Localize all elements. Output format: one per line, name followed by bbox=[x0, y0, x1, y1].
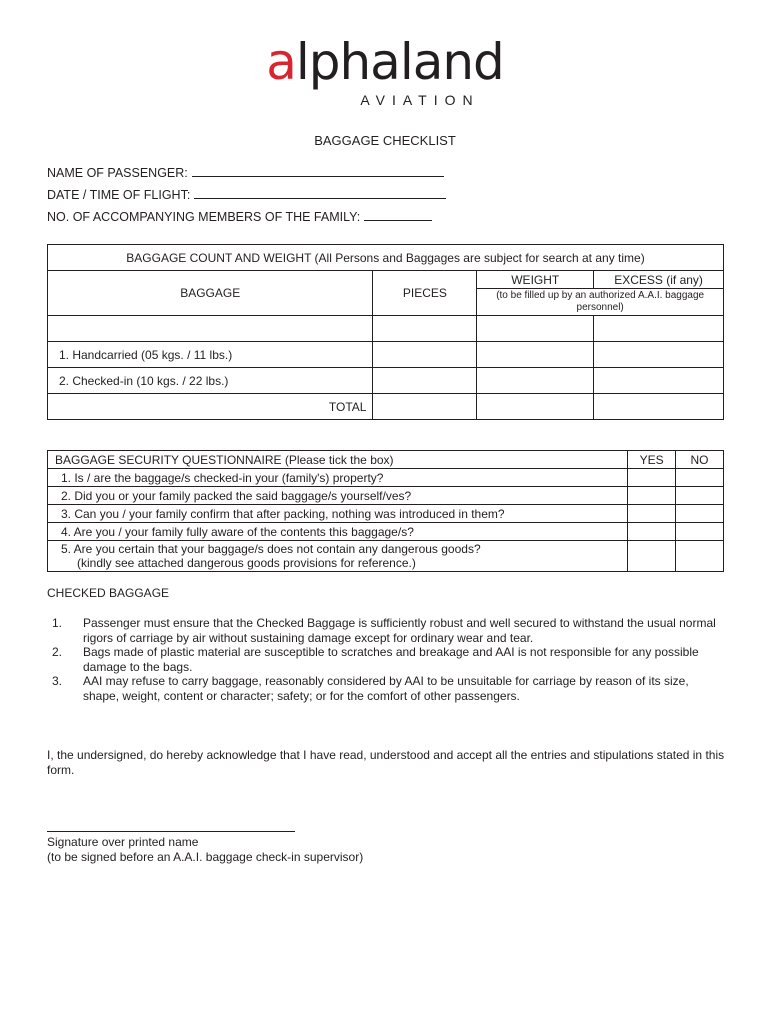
total-weight[interactable] bbox=[477, 394, 594, 420]
question-5-yes-box[interactable] bbox=[628, 541, 676, 572]
list-item-number: 1. bbox=[52, 616, 63, 630]
acknowledgement-text: I, the undersigned, do hereby acknowledge that I have read, understood and accept all the entries and stipulations stated in this form. bbox=[47, 748, 725, 777]
count-table-header: BAGGAGE COUNT AND WEIGHT (All Persons and Baggages are subject for search at any time) bbox=[48, 245, 724, 271]
flight-datetime-blank[interactable] bbox=[194, 197, 446, 199]
question-1: 1. Is / are the baggage/s checked-in your (family's) property? bbox=[48, 469, 628, 487]
family-members-label: NO. OF ACCOMPANYING MEMBERS OF THE FAMILY: bbox=[47, 210, 361, 224]
col-excess-header: EXCESS (if any) bbox=[594, 271, 724, 289]
table-cell[interactable] bbox=[594, 316, 724, 342]
list-item bbox=[52, 616, 732, 645]
handcarried-weight[interactable] bbox=[477, 342, 594, 368]
question-3-yes-box[interactable] bbox=[628, 505, 676, 523]
question-5-text: 5. Are you certain that your baggage/s does not contain any dangerous goods? bbox=[61, 542, 481, 556]
signature-label: Signature over printed name bbox=[47, 835, 199, 849]
total-label: TOTAL bbox=[48, 394, 373, 420]
checked-baggage-heading: CHECKED BAGGAGE bbox=[47, 586, 170, 600]
logo-first-letter: a bbox=[266, 33, 296, 91]
security-questionnaire-table bbox=[47, 450, 724, 572]
company-logo bbox=[0, 34, 770, 108]
checkedin-pieces[interactable] bbox=[373, 368, 477, 394]
passenger-name-label: NAME OF PASSENGER: bbox=[47, 166, 188, 180]
total-excess[interactable] bbox=[594, 394, 724, 420]
logo-rest: lphaland bbox=[295, 33, 504, 91]
logo-subtitle: AVIATION bbox=[360, 92, 480, 108]
question-2: 2. Did you or your family packed the said baggage/s yourself/ves? bbox=[48, 487, 628, 505]
signature-note: (to be signed before an A.A.I. baggage check-in supervisor) bbox=[47, 850, 364, 864]
col-weight-header: WEIGHT bbox=[477, 271, 594, 289]
count-table-note: (to be filled up by an authorized A.A.I. baggage personnel) bbox=[477, 289, 724, 316]
checkedin-weight[interactable] bbox=[477, 368, 594, 394]
question-4-yes-box[interactable] bbox=[628, 523, 676, 541]
question-1-yes-box[interactable] bbox=[628, 469, 676, 487]
signature-line[interactable] bbox=[47, 831, 295, 832]
passenger-name-blank[interactable] bbox=[192, 175, 444, 177]
question-3-no-box[interactable] bbox=[676, 505, 724, 523]
checked-baggage-list bbox=[52, 616, 732, 703]
questionnaire-header: BAGGAGE SECURITY QUESTIONNAIRE (Please tick the box) bbox=[48, 451, 628, 469]
total-pieces[interactable] bbox=[373, 394, 477, 420]
question-5-no-box[interactable] bbox=[676, 541, 724, 572]
baggage-count-table bbox=[47, 244, 724, 420]
question-5 bbox=[48, 541, 628, 572]
handcarried-row-label: 1. Handcarried (05 kgs. / 11 lbs.) bbox=[48, 342, 373, 368]
handcarried-pieces[interactable] bbox=[373, 342, 477, 368]
list-item-number: 2. bbox=[52, 645, 63, 659]
list-item-text: Passenger must ensure that the Checked Baggage is sufficiently robust and well secured to withstand the usual normal rigors of carriage by air without sustaining damage except for ordinary wear and tear. bbox=[83, 616, 716, 645]
list-item bbox=[52, 674, 732, 703]
passenger-name-field[interactable] bbox=[47, 166, 444, 180]
list-item-text: AAI may refuse to carry baggage, reasonably considered by AAI to be unsuitable for carriage by reason of its size, shape, weight, content or character; safety; or for the comfort of other passengers. bbox=[83, 674, 689, 703]
flight-datetime-field[interactable] bbox=[47, 188, 446, 202]
table-cell[interactable] bbox=[373, 316, 477, 342]
checkedin-excess[interactable] bbox=[594, 368, 724, 394]
family-members-field[interactable] bbox=[47, 210, 432, 224]
list-item bbox=[52, 645, 732, 674]
table-cell[interactable] bbox=[48, 316, 373, 342]
logo-wordmark bbox=[0, 34, 770, 90]
question-4: 4. Are you / your family fully aware of the contents this baggage/s? bbox=[48, 523, 628, 541]
question-4-no-box[interactable] bbox=[676, 523, 724, 541]
question-2-no-box[interactable] bbox=[676, 487, 724, 505]
question-3: 3. Can you / your family confirm that after packing, nothing was introduced in them? bbox=[48, 505, 628, 523]
no-header: NO bbox=[676, 451, 724, 469]
question-5-note: (kindly see attached dangerous goods provisions for reference.) bbox=[77, 556, 416, 570]
question-1-no-box[interactable] bbox=[676, 469, 724, 487]
table-cell[interactable] bbox=[477, 316, 594, 342]
family-members-blank[interactable] bbox=[364, 219, 432, 221]
yes-header: YES bbox=[628, 451, 676, 469]
flight-datetime-label: DATE / TIME OF FLIGHT: bbox=[47, 188, 191, 202]
page-title: BAGGAGE CHECKLIST bbox=[314, 133, 456, 148]
col-baggage-header: BAGGAGE bbox=[48, 271, 373, 316]
list-item-text: Bags made of plastic material are susceptible to scratches and breakage and AAI is not responsible for any possible damage to the bags. bbox=[83, 645, 699, 674]
question-2-yes-box[interactable] bbox=[628, 487, 676, 505]
list-item-number: 3. bbox=[52, 674, 63, 688]
handcarried-excess[interactable] bbox=[594, 342, 724, 368]
checkedin-row-label: 2. Checked-in (10 kgs. / 22 lbs.) bbox=[48, 368, 373, 394]
col-pieces-header: PIECES bbox=[373, 271, 477, 316]
